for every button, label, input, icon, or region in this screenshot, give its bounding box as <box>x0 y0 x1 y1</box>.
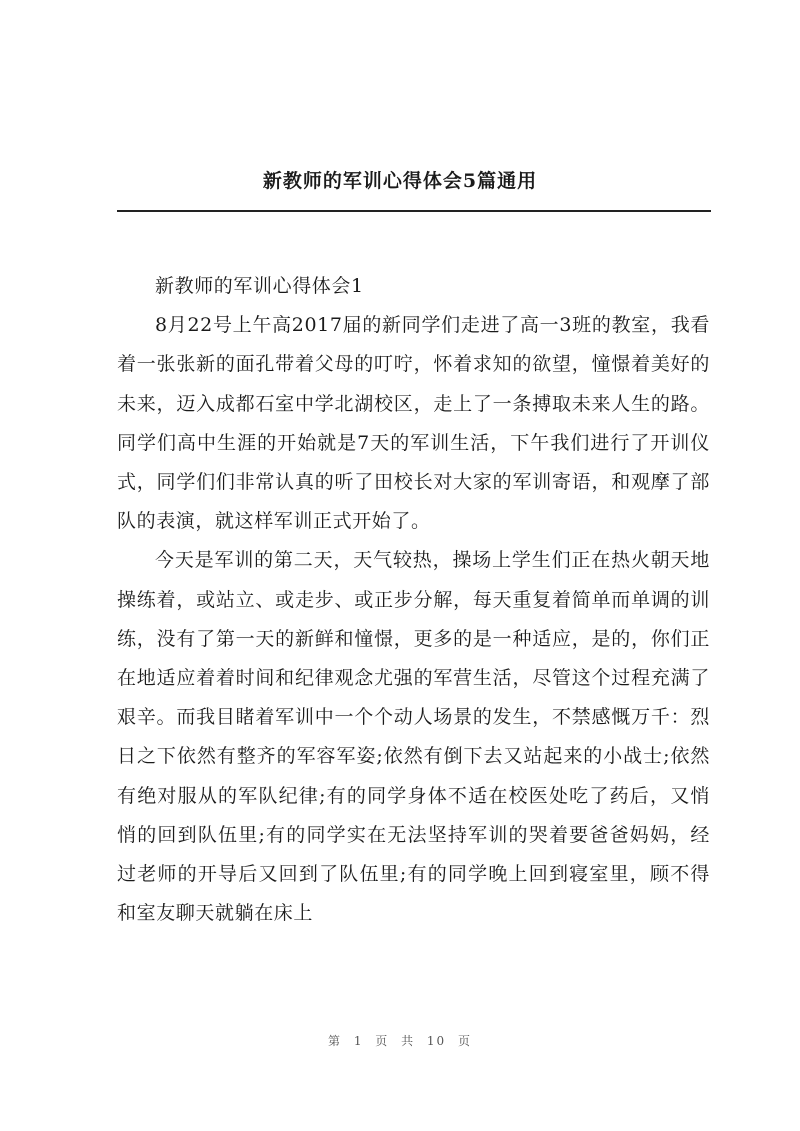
section-heading: 新教师的军训心得体会1 <box>155 275 364 297</box>
paragraph-1: 8月22号上午高2017届的新同学们走进了高一3班的教室，我看着一张张新的面孔带着父母的叮咛，怀着求知的欲望，憧憬着美好的未来，迈入成都石室中学北湖校区，走上了一条搏取未来人生的路。同学们高中生涯的开始就是7天的军训生活，下午我们进行了开训仪式，同学们们非常认真的听了田校长对大家的军训寄语，和观摩了部队的表演，就这样军训正式开始了。 <box>117 314 710 533</box>
page-number: 第 1 页 共 10 页 <box>328 1034 472 1048</box>
document-title: 新教师的军训心得体会5篇通用 <box>262 170 538 192</box>
document-body <box>117 267 710 985</box>
title-underline <box>117 210 711 212</box>
paragraph-2: 今天是军训的第二天，天气较热，操场上学生们正在热火朝天地操练着，或站立、或走步、或正步分解，每天重复着简单而单调的训练，没有了第一天的新鲜和憧憬，更多的是一种适应，是的，你们正在地适应着着时间和纪律观念尤强的军营生活，尽管这个过程充满了艰辛。而我目睹着军训中一个个动人场景的发生，不禁感慨万千：烈日之下依然有整齐的军容军姿;依然有倒下去又站起来的小战士;依然有绝对服从的军队纪律;有的同学身体不适在校医处吃了药后，又悄悄的回到队伍里;有的同学实在无法坚持军训的哭着要爸爸妈妈，经过老师的开导后又回到了队伍里;有的同学晚上回到寝室里，顾不得和室友聊天就躺在床上 <box>117 549 710 925</box>
